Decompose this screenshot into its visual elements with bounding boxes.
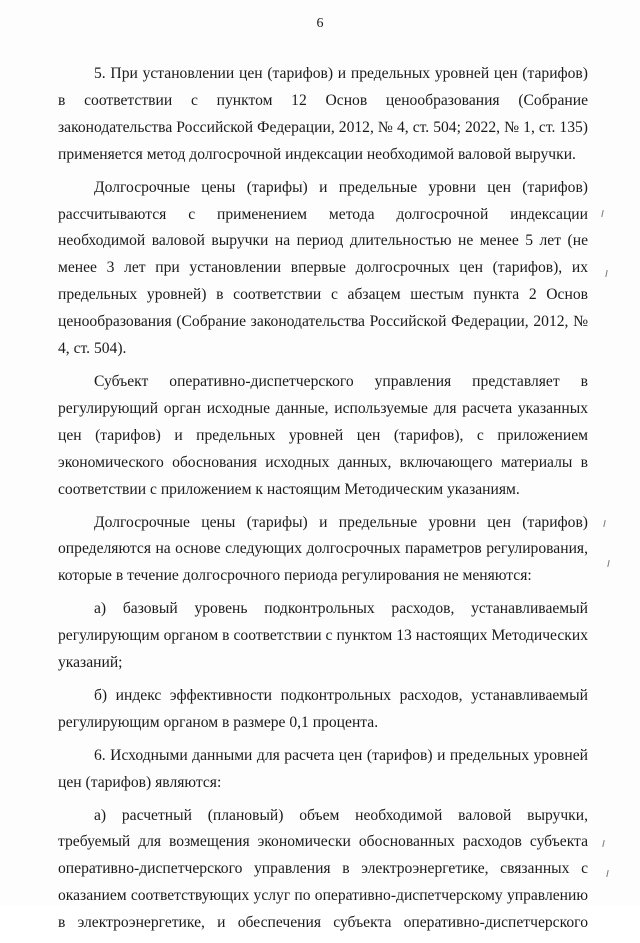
list-item-b-efficiency-index: б) индекс эффективности подконтрольных расходов, устанавливаемый регулирующим органом в размере 0,1 процента.: [58, 686, 588, 731]
paragraph-5: 5. При установлении цен (тарифов) и предельных уровней цен (тарифов) в соответствии с пунктом 12 Основ ценообразования (Собрание законодательства Российской Федерации, 2012, № 4, ст. 504; 2022, № 1, ст. 135) применяется метод долгосрочной индексации необходимой валовой выручки.: [58, 65, 588, 163]
paragraph-long-term-parameters: Долгосрочные цены (тарифы) и предельные уровни цен (тарифов) определяются на основе следующих долгосрочных параметров регулирования, которые в течение долгосрочного периода регулирования не меняются:: [58, 513, 588, 585]
document-body: [58, 61, 588, 943]
scan-speck: [602, 840, 604, 847]
paragraph-6: 6. Исходными данными для расчета цен (тарифов) и предельных уровней цен (тарифов) являются:: [58, 746, 588, 791]
scan-speck: [601, 210, 603, 217]
scan-speck: [605, 270, 607, 277]
paragraph-subject-data: Субъект оперативно-диспетчерского управления представляет в регулирующий орган исходные данные, используемые для расчета указанных цен (тарифов) и предельных уровней цен (тарифов), с приложением экономического обоснования исходных данных, включающего материалы в соответствии с приложением к настоящим Методическим указаниям.: [58, 372, 588, 498]
scan-speck: [603, 520, 605, 527]
list-item-a-required-revenue: а) расчетный (плановый) объем необходимой валовой выручки, требуемый для возмещения экономически обоснованных расходов субъекта оперативно-диспетчерского управления в электроэнергетике, связанных с оказанием соответствующих услуг по оперативно-диспетчерскому управлению в электроэнергетике, и обеспечения субъекта оперативно-диспетчерского: [58, 806, 588, 932]
paragraph-long-term-prices: Долгосрочные цены (тарифы) и предельные уровни цен (тарифов) рассчитываются с применением метода долгосрочной индексации необходимой валовой выручки на период длительностью не менее 5 лет (не менее 3 лет при установлении впервые долгосрочных цен (тарифов), их предельных уровней) в соответствии с абзацем шестым пункта 2 Основ ценообразования (Собрание законодательства Российской Федерации, 2012, № 4, ст. 504).: [58, 178, 588, 358]
scan-speck: [607, 560, 609, 567]
scan-marks: [598, 190, 618, 890]
page-number: 6: [316, 16, 324, 31]
scan-speck: [606, 870, 608, 877]
list-item-a-base-level: а) базовый уровень подконтрольных расходов, устанавливаемый регулирующим органом в соответствии с пунктом 13 настоящих Методических указаний;: [58, 600, 588, 672]
